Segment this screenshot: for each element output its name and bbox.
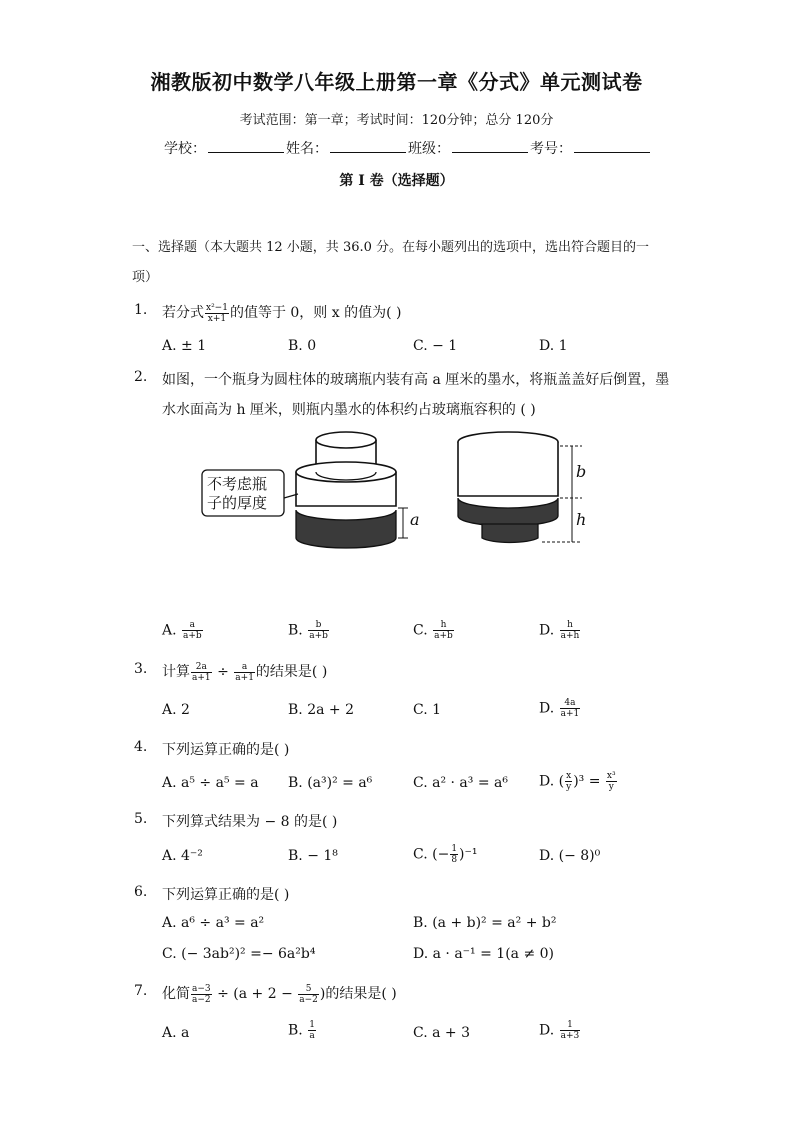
q7-d-den: a+3	[560, 1031, 580, 1041]
q5-stem: 下列算式结果为 − 8 的是( )	[162, 814, 338, 830]
q7-frac2	[298, 984, 319, 1005]
q7-stem	[162, 983, 397, 1005]
q6-option-c: C. (− 3ab²)² =− 6a²b⁴	[162, 946, 316, 962]
label-h: h	[576, 510, 587, 529]
label-a: a	[410, 510, 420, 529]
q5-option-b: B. − 1⁸	[288, 848, 338, 864]
q1-option-d: D. 1	[539, 338, 568, 354]
q5-c-frac	[450, 844, 458, 865]
q3-option-d	[539, 698, 581, 719]
q1-option-a: A. ± 1	[162, 338, 207, 354]
q2-number: 2.	[134, 369, 148, 385]
q1-pre: 若分式	[162, 305, 204, 321]
label-b: b	[576, 462, 587, 481]
q7-mid: ÷ (a + 2 −	[217, 986, 293, 1002]
q5-c-open: C. (−	[413, 846, 450, 863]
q7-pre: 化简	[162, 986, 190, 1002]
name-label: 姓名：	[286, 141, 328, 157]
q3-option-b: B. 2a + 2	[288, 702, 354, 718]
q6-option-b: B. (a + b)² = a² + b²	[413, 915, 557, 931]
part-heading: 第 I 卷（选择题）	[339, 173, 454, 189]
q2-d-den: a+h	[560, 631, 580, 641]
q4-d-den2: y	[608, 782, 614, 792]
q1-fraction	[205, 303, 229, 324]
q4-d-frac2	[606, 771, 617, 792]
q7-b-den: a	[309, 1031, 315, 1041]
q2-d-num: h	[560, 620, 581, 631]
q3-pre: 计算	[162, 664, 190, 680]
q3-div-sign: ÷	[217, 664, 229, 680]
q7-frac2-den: a−2	[299, 994, 318, 1005]
q1-number: 1.	[134, 302, 148, 318]
q5-option-a: A. 4⁻²	[162, 848, 203, 864]
q2-option-b	[288, 620, 330, 641]
q7-option-d	[539, 1020, 581, 1041]
q3-number: 3.	[134, 661, 148, 677]
q5-number: 5.	[134, 811, 148, 827]
q2-a-num: a	[182, 620, 203, 631]
q3-d-frac	[560, 698, 581, 719]
q7-frac2-num: 5	[298, 984, 319, 995]
class-label: 班级：	[408, 141, 450, 157]
q4-d-num1: x	[566, 771, 572, 781]
section-heading: 一、选择题（本大题共 12 小题，共 36.0 分。在每小题列出的选项中，选出符合题目的一项）	[132, 240, 650, 285]
q4-option-b: B. (a³)² = a⁶	[288, 775, 373, 791]
q2-d-letter: D.	[539, 622, 555, 639]
q7-d-num: 1	[560, 1020, 581, 1031]
q7-b-frac	[308, 1020, 316, 1041]
page-title: 湘教版初中数学八年级上册第一章《分式》单元测试卷	[150, 70, 643, 94]
callout-line1: 不考虑瓶	[207, 475, 268, 493]
upright-bottle	[296, 432, 408, 548]
q7-number: 7.	[134, 983, 148, 999]
q2-b-num: b	[308, 620, 329, 631]
q1-stem	[162, 302, 401, 324]
q6-number: 6.	[134, 884, 148, 900]
q2-option-a	[162, 620, 204, 641]
q3-post: 的结果是( )	[255, 664, 328, 680]
q1-option-b: B. 0	[288, 338, 317, 354]
q7-option-b	[288, 1020, 317, 1041]
school-blank	[208, 140, 284, 153]
q6-option-d: D. a · a⁻¹ = 1(a ≠ 0)	[413, 946, 555, 962]
q7-b-letter: B.	[288, 1022, 303, 1039]
q4-d-num2: x³	[606, 771, 616, 781]
q7-option-c: C. a + 3	[413, 1025, 470, 1041]
q2-option-d	[539, 620, 581, 641]
q3-frac1-den: a+1	[192, 672, 211, 683]
q3-frac2-den: a+1	[235, 672, 254, 683]
q5-option-c	[413, 844, 478, 865]
q4-number: 4.	[134, 739, 148, 755]
q1-fraction-num: x²−1	[206, 302, 228, 313]
q2-figure	[198, 424, 598, 554]
q2-c-den: a+b	[434, 631, 453, 641]
q2-a-letter: A.	[162, 622, 177, 639]
q2-stem-line1: 如图，一个瓶身为圆柱体的玻璃瓶内装有高 a 厘米的墨水，将瓶盖盖好后倒置，墨	[162, 372, 670, 388]
q5-c-num: 1	[451, 844, 458, 854]
q3-frac1-num: 2a	[191, 662, 212, 673]
inverted-bottle	[458, 432, 582, 542]
q3-d-den: a+1	[560, 709, 580, 719]
q7-post: )的结果是( )	[319, 986, 397, 1002]
exam-meta: 考试范围：第一章；考试时间：120分钟；总分 120分	[239, 113, 554, 128]
q2-a-den: a+b	[183, 631, 202, 641]
q6-option-a: A. a⁶ ÷ a³ = a²	[162, 915, 265, 931]
q7-d-letter: D.	[539, 1022, 555, 1039]
q4-d-mid: )³ =	[573, 773, 601, 790]
q3-d-letter: D.	[539, 700, 555, 717]
q7-option-a: A. a	[162, 1025, 190, 1041]
q3-frac2	[234, 662, 255, 683]
q6-stem: 下列运算正确的是( )	[162, 887, 290, 903]
q2-c-frac	[433, 620, 454, 641]
q1-post: 的值等于 0，则 x 的值为( )	[229, 305, 402, 321]
q2-a-frac	[182, 620, 203, 641]
q2-stem-line2: 水水面高为 h 厘米，则瓶内墨水的体积约占玻璃瓶容积的 ( )	[162, 402, 536, 418]
q7-frac1	[191, 984, 212, 1005]
q3-stem	[162, 661, 327, 683]
name-blank	[330, 140, 406, 153]
callout-text	[207, 475, 267, 513]
number-blank	[574, 140, 650, 153]
q4-option-d	[539, 771, 618, 792]
q3-d-num: 4a	[560, 698, 581, 709]
q4-d-frac1	[565, 771, 572, 792]
class-blank	[452, 140, 528, 153]
q2-b-frac	[308, 620, 329, 641]
q2-b-den: a+b	[309, 631, 328, 641]
q4-d-open: D. (	[539, 773, 565, 790]
q5-option-d: D. (− 8)⁰	[539, 848, 601, 864]
school-label: 学校：	[164, 141, 206, 157]
q4-option-c: C. a² · a³ = a⁶	[413, 775, 508, 791]
q2-c-num: h	[433, 620, 454, 631]
q4-d-den1: y	[566, 782, 572, 792]
q2-d-frac	[560, 620, 581, 641]
q7-frac1-den: a−2	[192, 994, 211, 1005]
q5-c-close: )⁻¹	[459, 846, 478, 863]
q2-b-letter: B.	[288, 622, 303, 639]
callout-line2: 子的厚度	[207, 494, 268, 512]
number-label: 考号：	[530, 141, 572, 157]
q1-option-c: C. − 1	[413, 338, 458, 354]
q2-c-letter: C.	[413, 622, 428, 639]
q3-frac2-num: a	[234, 662, 255, 673]
q4-stem: 下列运算正确的是( )	[162, 742, 290, 758]
q7-frac1-num: a−3	[192, 983, 211, 994]
q1-fraction-den: x+1	[207, 313, 227, 324]
q4-option-a: A. a⁵ ÷ a⁵ = a	[162, 775, 259, 791]
student-info-line	[164, 138, 652, 158]
q7-b-num: 1	[309, 1020, 315, 1030]
q3-option-a: A. 2	[162, 702, 190, 718]
q2-option-c	[413, 620, 455, 641]
q3-frac1	[191, 662, 212, 683]
q5-c-den: 8	[451, 855, 458, 865]
q7-d-frac	[560, 1020, 581, 1041]
q3-option-c: C. 1	[413, 702, 442, 718]
